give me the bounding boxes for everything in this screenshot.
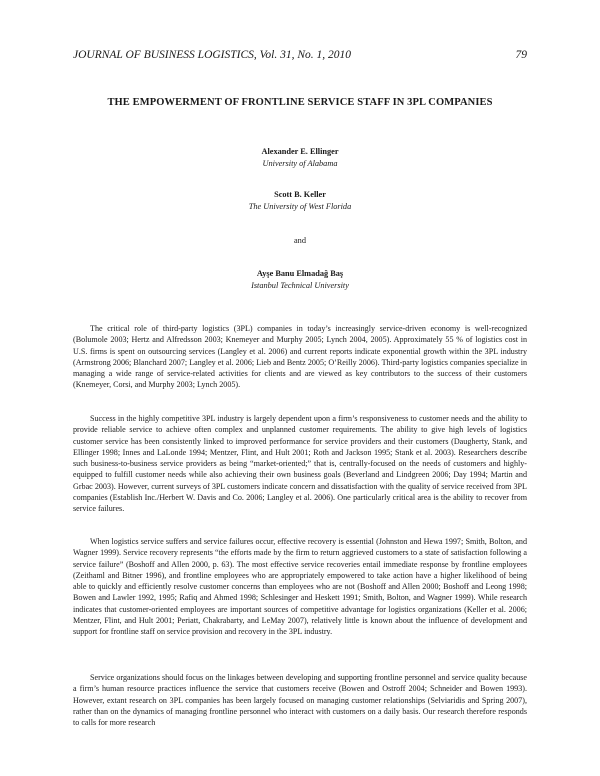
body-paragraph-4: Service organizations should focus on the linkages between developing and supporting frontline personnel and service quality because a firm’s human resource practices influence the service that customers receive (Bowen and Ostroff 2004; Schneider and Bowen 1993). However, extant research on 3PL companies has been largely focused on managing customer relationships (Selviaridis and Spring 2007), rather than on the dynamics of managing frontline personnel who interact with customers on a daily basis. Our research therefore responds to calls for more research [73,673,527,728]
author-block-1 [60,146,540,170]
body-paragraph-2: Success in the highly competitive 3PL industry is largely dependent upon a firm’s responsiveness to customer needs and the ability to provide reliable service to achieve often complex and unplanned customer requirements. The ability to give high levels of logistics customer service has been consistently linked to improved performance for service providers and their customers (Daugherty, Stank, and Ellinger 1998; Innes and LaLonde 1994; Mentzer, Flint, and Hult 2001; Roth and Jackson 1995; Stank et al. 2003). Researchers describe such business-to-business service providers as being “market-oriented;” that is, centrally-focused on the needs of customers and highly-equipped to fulfill customer needs while also achieving their own business goals (Beverland and Lindgreen 2006; Day 1994; Martin and Grbac 2003). However, current surveys of 3PL customers indicate concern and dissatisfaction with the quality of service received from 3PL companies (Establish Inc./Herbert W. Davis and Co. 2006; Langley et al. 2006). One particularly critical area is the ability to recover from service failures. [73,414,527,514]
page-number: 79 [515,49,527,61]
author-name: Ayşe Banu Elmadağ Baş [256,269,344,278]
article-title: THE EMPOWERMENT OF FRONTLINE SERVICE STAFF IN 3PL COMPANIES [107,97,493,108]
running-header [73,49,527,61]
author-block-3 [60,268,540,292]
author-affiliation: University of Alabama [262,159,338,168]
author-conjunction: and [294,236,306,245]
author-name: Scott B. Keller [274,190,326,199]
author-name: Alexander E. Ellinger [261,147,339,156]
body-paragraph-1: The critical role of third-party logistics (3PL) companies in today’s increasingly service-driven economy is well-recognized (Bolumole 2003; Hertz and Alfredsson 2003; Knemeyer and Murphy 2005; Lynch 2004, 2005). Approximately 55 % of logistics cost in U.S. firms is spent on outsourcing services (Langley et al. 2006) and current reports indicate exponential growth within the 3PL industry (Armstrong 2006; Blanchard 2007; Langley et al. 2006; Lieb and Bentz 2005; O’Reilly 2006). Third-party logistics companies specialize in managing a wide range of service-related activities for clients and are viewed as key contributors to the success of their customers (Knemeyer, Corsi, and Murphy 2003; Lynch 2005). [73,324,527,390]
author-affiliation: The University of West Florida [248,202,352,211]
author-block-2 [60,189,540,213]
body-paragraph-3: When logistics service suffers and service failures occur, effective recovery is essential (Johnston and Hewa 1997; Smith, Bolton, and Wagner 1999). Service recovery represents “the efforts made by the firm to return aggrieved customers to a state of satisfaction following a service failure” (Boshoff and Allen 2000, p. 63). The most effective service recoveries entail immediate response by frontline employees (Zeithaml and Bitner 1996), and frontline employees who are appropriately empowered to take action have a higher likelihood of being able to quickly and efficiently resolve customer concerns than employees who are not (Boshoff and Allen 2000; Boshoff and Leong 1998; Bowen and Lawler 1992, 1995; Rafiq and Ahmed 1998; Schlesinger and Heskett 1991; Smith, Bolton, and Wagner 1999). While research indicates that customer-oriented employees are important sources of competitive advantage for logistics organizations (Keller et al. 2006; Mentzer, Flint, and Hult 2001; Periatt, Chakrabarty, and LeMay 2007), relatively little is known about the influence of development and support for frontline staff on service provision and recovery in the 3PL industry. [73,537,527,637]
author-affiliation: Istanbul Technical University [251,281,349,290]
journal-citation: JOURNAL OF BUSINESS LOGISTICS, Vol. 31, No. 1, 2010 [73,49,352,61]
